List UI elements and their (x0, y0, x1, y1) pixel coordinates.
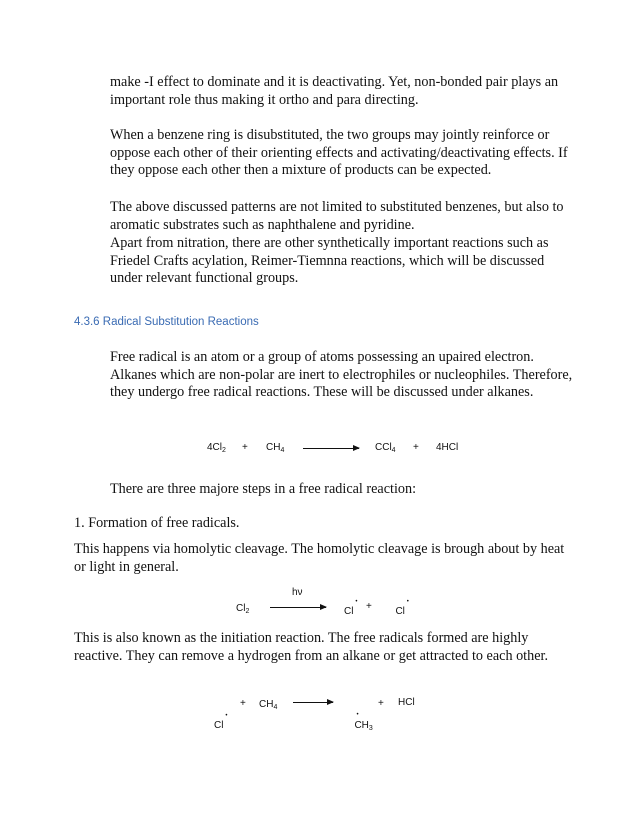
section-heading: 4.3.6 Radical Substitution Reactions (74, 316, 259, 328)
eq3-reactant-1: $_{Cl}$ • (214, 720, 223, 731)
paragraph-disubstituted: When a benzene ring is disubstituted, the two groups may jointly reinforce or oppose each other of their orienting effects and activating/deactivating effects. If they oppose each other then a mixture of products can be expected. (110, 127, 568, 179)
eq2-product-2: $_{Cl}$ • (395, 606, 404, 617)
step-1-heading: 1. Formation of free radicals. (74, 515, 240, 531)
eq3-product-2: HCl (398, 697, 415, 708)
paragraph-three-steps: There are three majore steps in a free radical reaction: (110, 481, 417, 497)
eq1-reactant-2: $CH_4$ (266, 442, 285, 454)
eq1-plus-2: + (413, 442, 419, 453)
paragraph-other-reactions: Apart from nitration, there are other synthetically important reactions such as Friedel Crafts acylation, Reimer-Tiemnna reactions, which will be discussed under relevant functional groups. (110, 235, 549, 287)
eq1-arrow (303, 448, 359, 449)
eq1-product-2: 4HCl (436, 442, 459, 453)
paragraph-patterns: The above discussed patterns are not limited to substituted benzenes, but also to aromatic substrates such as naphthalene and pyridine. (110, 199, 564, 233)
eq1-reactant-1: $4Cl_2$ (207, 442, 226, 454)
paragraph-substituent-effect: make -I effect to dominate and it is deactivating. Yet, non-bonded pair plays an important role thus making it ortho and para directing. (110, 74, 559, 108)
paragraph-free-radical: Free radical is an atom or a group of atoms possessing an upaired electron. Alkanes which are non-polar are inert to electrophiles or nucleophiles. Therefore, they undergo free radical reactions. These will be discussed under alkanes. (110, 349, 573, 401)
eq2-arrow (270, 607, 326, 608)
eq1-plus-1: + (242, 442, 248, 453)
eq2-condition: hν (292, 587, 303, 598)
eq3-arrow (293, 702, 333, 703)
eq3-plus-2: + (378, 698, 384, 709)
eq3-reactant-2: $CH_4$ (259, 699, 278, 711)
eq1-product-1: CCl$_4$ (375, 442, 396, 454)
paragraph-homolytic: This happens via homolytic cleavage. The homolytic cleavage is brough about by heat or light in general. (74, 541, 565, 575)
eq2-product-1: $_{Cl}$ • (344, 606, 353, 617)
eq2-reactant: $Cl_2$ (236, 603, 250, 615)
paragraph-initiation: This is also known as the initiation reaction. The free radicals formed are highly reactive. They can remove a hydrogen from an alkane or get attracted to each other. (74, 630, 549, 664)
eq2-plus: + (366, 601, 372, 612)
eq3-product-1: • $_{CH_3}$ (354, 720, 372, 731)
eq3-plus-1: + (240, 698, 246, 709)
